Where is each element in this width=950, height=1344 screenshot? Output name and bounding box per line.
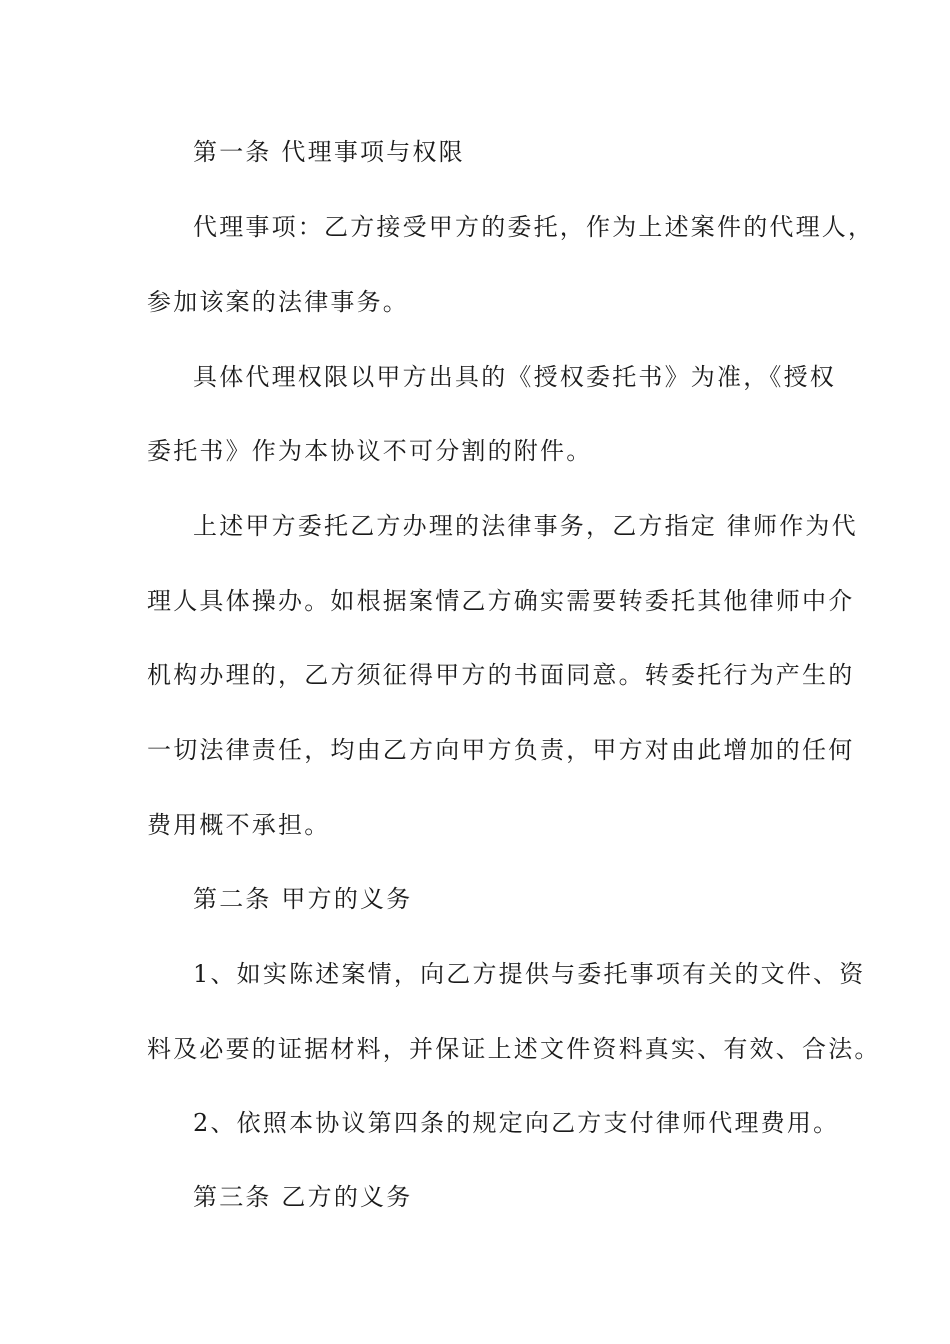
article-2-heading: 第二条 甲方的义务 [193, 885, 413, 913]
paragraph-line: 参加该案的法律事务。 [147, 288, 409, 316]
article-1-heading: 第一条 代理事项与权限 [193, 138, 465, 166]
paragraph-line: 具体代理权限以甲方出具的《授权委托书》为准，《授权 [193, 363, 836, 391]
paragraph-line: 一切法律责任，均由乙方向甲方负责，甲方对由此增加的任何 [147, 736, 855, 764]
paragraph-line: 费用概不承担。 [147, 811, 331, 839]
paragraph-line: 上述甲方委托乙方办理的法律事务，乙方指定 律师作为代 [193, 512, 858, 540]
paragraph-line: 理人具体操办。如根据案情乙方确实需要转委托其他律师中介 [147, 587, 855, 615]
paragraph-line: 料及必要的证据材料，并保证上述文件资料真实、有效、合法。 [147, 1035, 881, 1063]
paragraph-line: 代理事项：乙方接受甲方的委托，作为上述案件的代理人， [193, 213, 875, 241]
paragraph-line: 机构办理的，乙方须征得甲方的书面同意。转委托行为产生的 [147, 661, 855, 689]
article-3-heading: 第三条 乙方的义务 [193, 1183, 413, 1211]
paragraph-line: 1、如实陈述案情，向乙方提供与委托事项有关的文件、资 [193, 960, 866, 988]
paragraph-line: 2、依照本协议第四条的规定向乙方支付律师代理费用。 [193, 1109, 840, 1137]
paragraph-line: 委托书》作为本协议不可分割的附件。 [147, 437, 593, 465]
